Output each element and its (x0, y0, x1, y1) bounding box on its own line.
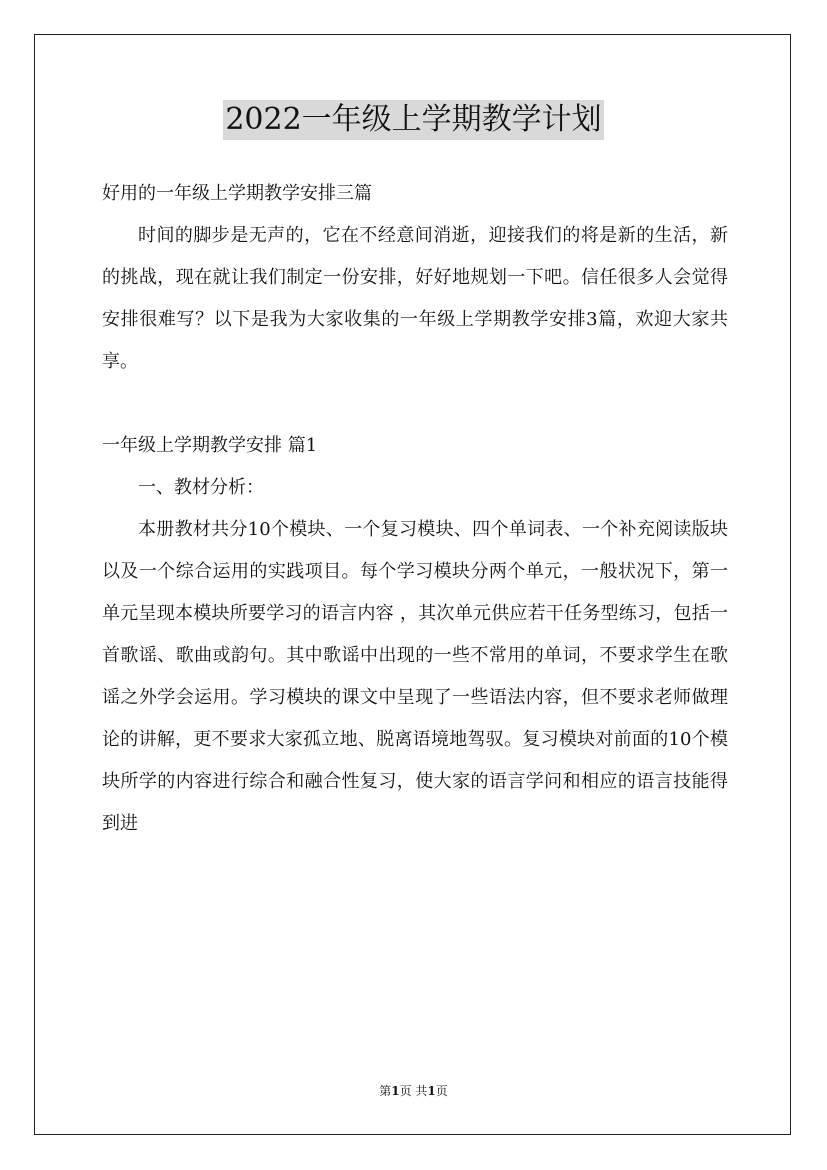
paragraph-gap (102, 383, 728, 425)
section-heading: 一年级上学期教学安排 篇1 (102, 435, 318, 456)
subsection-heading: 一、教材分析： (138, 477, 264, 498)
body-paragraph: 本册教材共分10个模块、一个复习模块、四个单词表、一个补充阅读版块以及一个综合运用的实践项目。每个学习模块分两个单元，一般状况下，第一单元呈现本模块所要学习的语言内容 ，其次单元供应若干任务型练习，包括一首歌谣、歌曲或韵句。其中歌谣中出现的一些不常用的单词，不要求学生在歌谣之外学会运用。学习模块的课文中呈现了一些语法内容，但不要求老师做理论的讲解，更不要求大家孤立地、脱离语境地驾驭。复习模块对前面的10个模块所学的内容进行综合和融合性复习，使大家的语言学问和相应的语言技能得到进 (102, 519, 728, 834)
footer-page-total: 1 (427, 1084, 436, 1098)
footer-prefix: 第 (379, 1084, 392, 1098)
document-subtitle: 好用的一年级上学期教学安排三篇 (102, 183, 372, 204)
document-title: 2022一年级上学期教学计划 (223, 100, 603, 140)
footer-page-current: 1 (391, 1084, 400, 1098)
footer-mid: 页 共 (399, 1084, 428, 1098)
intro-paragraph: 时间的脚步是无声的，它在不经意间消逝，迎接我们的将是新的生活，新的挑战，现在就让我们制定一份安排，好好地规划一下吧。信任很多人会觉得安排很难写？以下是我为大家收集的一年级上学期教学安排3篇，欢迎大家共享。 (102, 225, 728, 372)
footer-suffix: 页 (435, 1084, 448, 1098)
document-body (102, 173, 728, 845)
title-container (0, 100, 827, 140)
page-footer (0, 1083, 827, 1099)
